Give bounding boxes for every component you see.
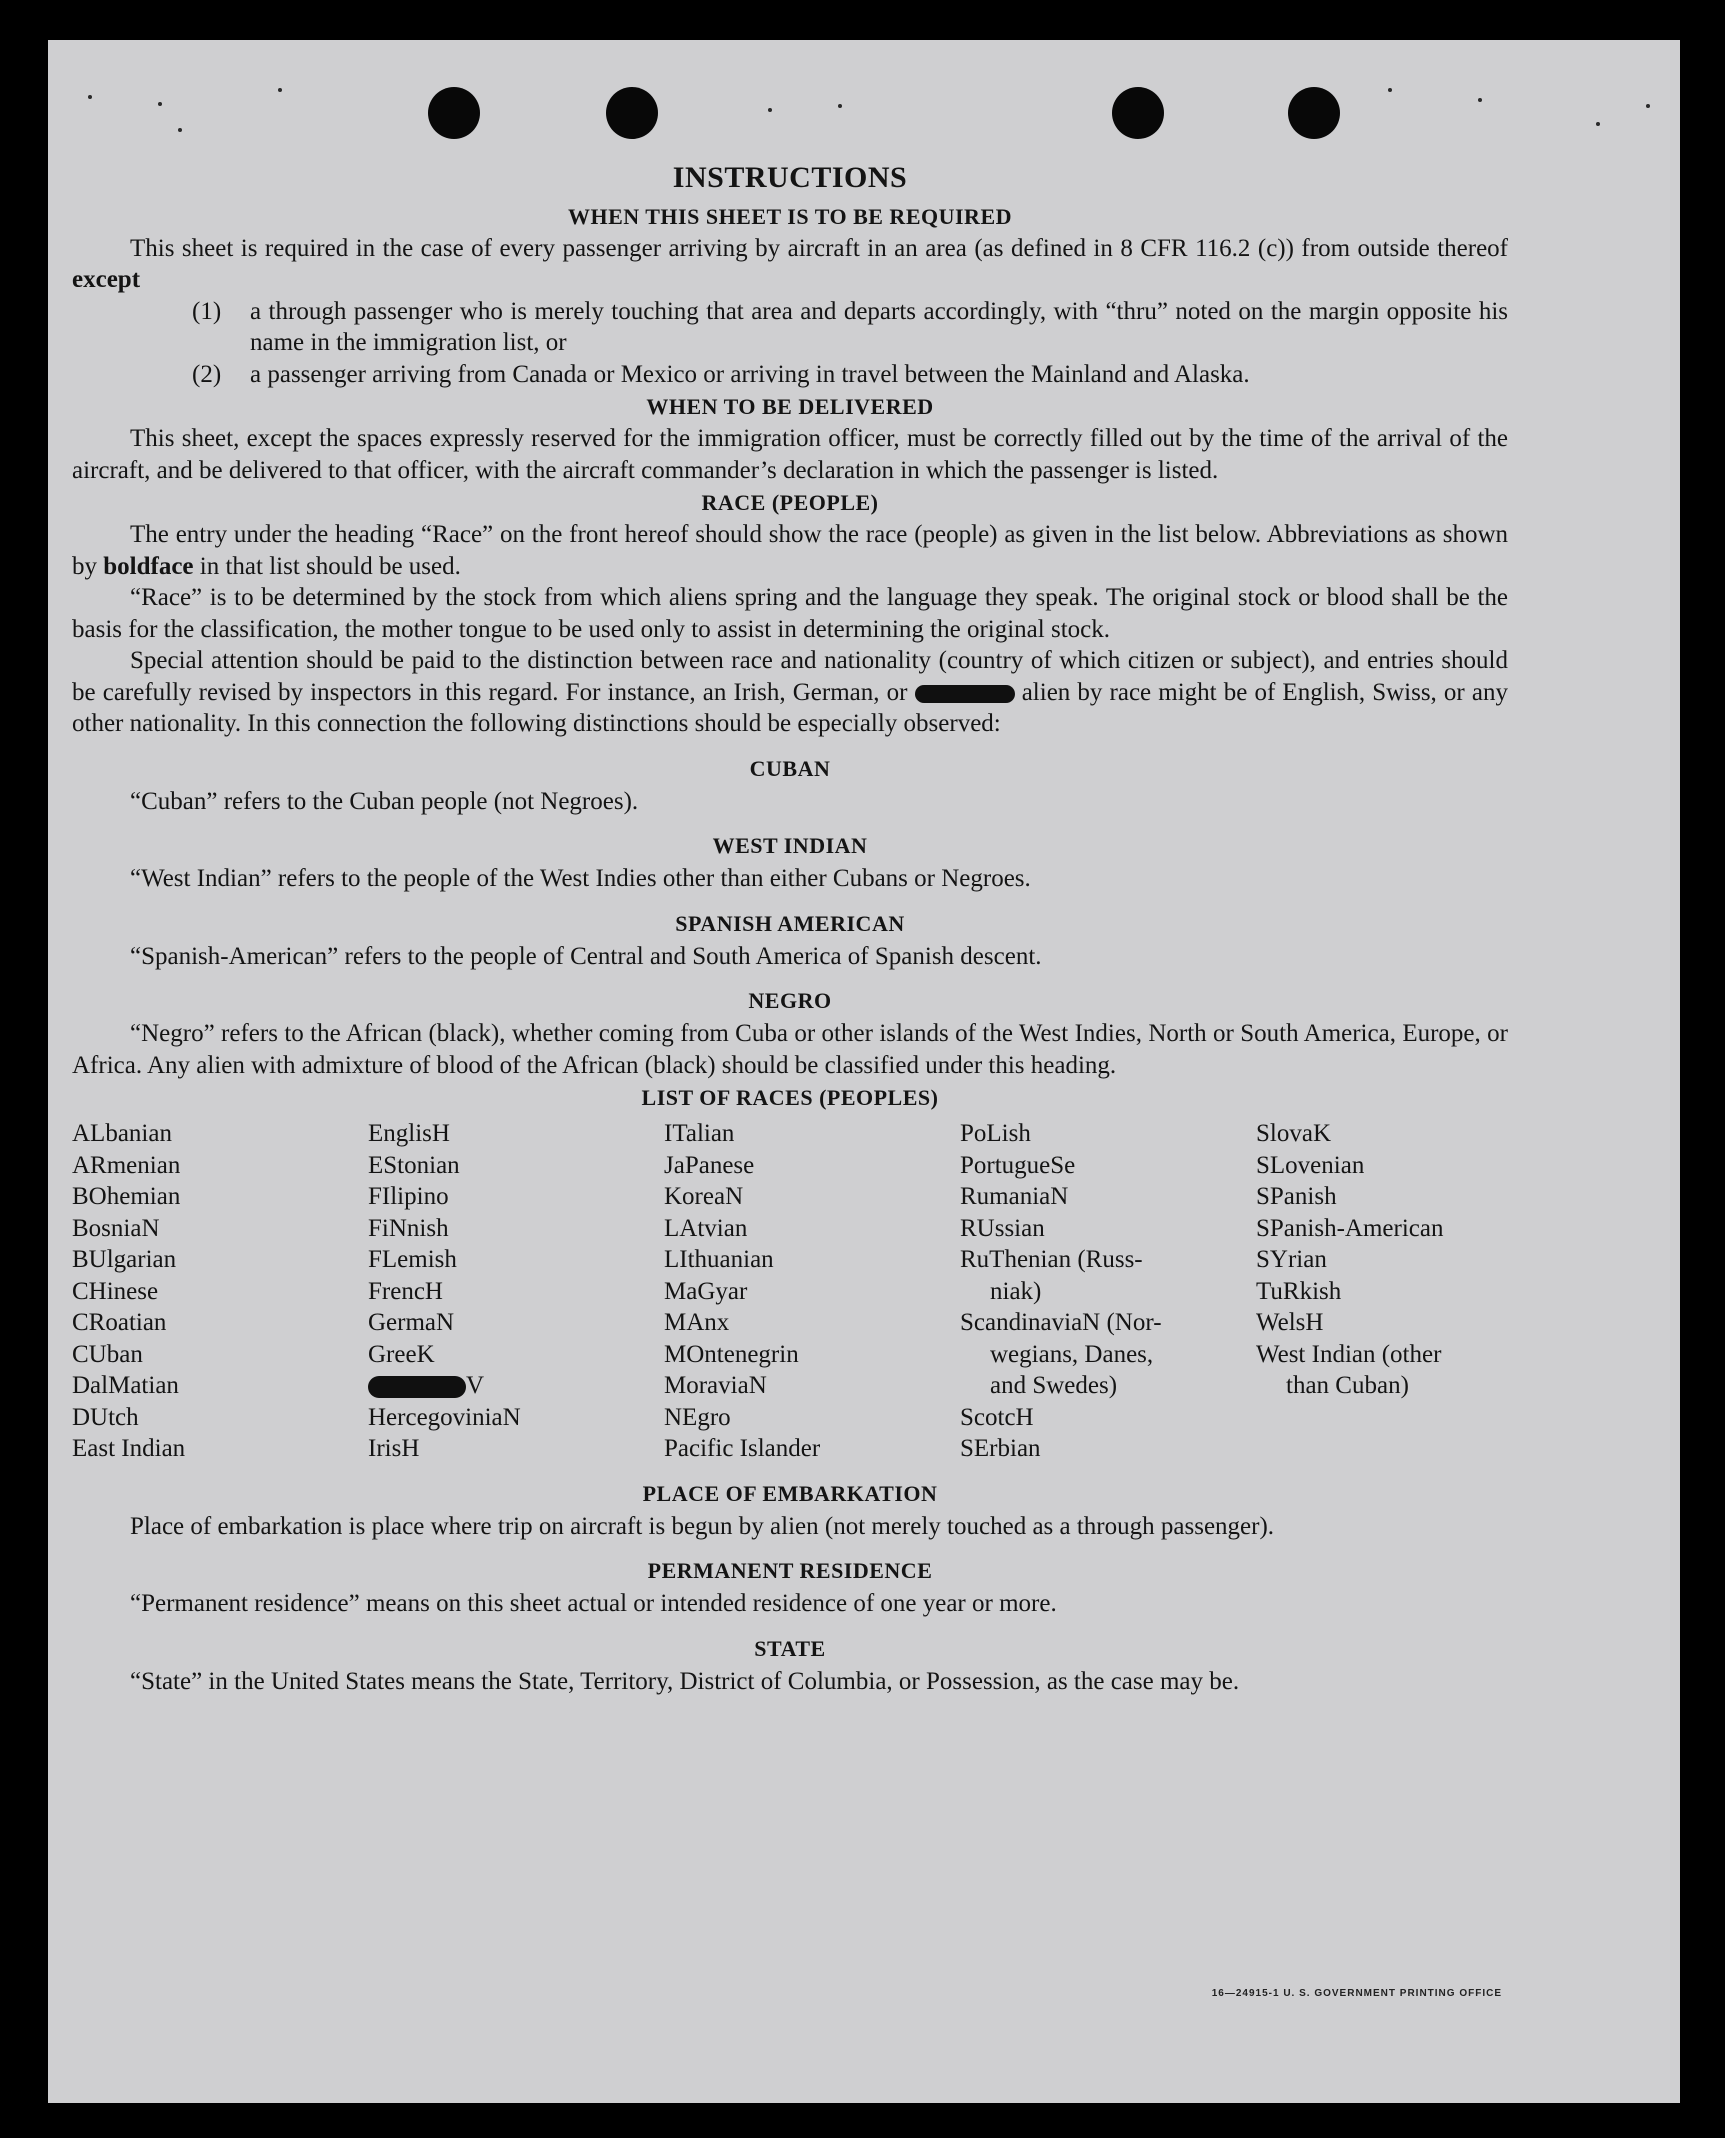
cuban-text: “Cuban” refers to the Cuban people (not Negroes). — [130, 787, 639, 815]
race-entry: MoraviaN — [664, 1372, 767, 1399]
residence-text: “Permanent residence” means on this sheet actual or intended residence of one year or more. — [130, 1590, 1057, 1617]
race-entry: PoLish — [960, 1120, 1031, 1147]
race-entry: PortugueSe — [960, 1151, 1076, 1179]
delivered-text: This sheet, except the spaces expressly reserved for the immigration officer, must be correctly filled out by the time of the arrival of the aircraft, and be delivered to that officer, with the aircraft commander’s declaration in which the passenger is listed. — [72, 425, 1508, 484]
race-entry: than Cuban) — [1286, 1372, 1409, 1399]
page-title: INSTRUCTIONS — [672, 161, 908, 194]
race-entry: CUban — [72, 1340, 143, 1368]
race-entry: TuRkish — [1256, 1277, 1342, 1305]
race-entry: BUlgarian — [72, 1246, 177, 1273]
race-entry: DalMatian — [72, 1372, 179, 1399]
race-entry: FIlipino — [368, 1183, 449, 1210]
heading-required: WHEN THIS SHEET IS TO BE REQUIRED — [567, 203, 1013, 229]
heading-west-indian: WEST INDIAN — [712, 833, 868, 858]
race-entry: RUssian — [960, 1214, 1045, 1242]
speck — [1388, 88, 1392, 92]
race-entry: ALbanian — [72, 1120, 172, 1147]
race-entry: MaGyar — [664, 1277, 748, 1305]
document-sheet — [48, 40, 1680, 2103]
races-list — [72, 1118, 1508, 1465]
race-entry: FLemish — [368, 1246, 457, 1273]
race-entry: JaPanese — [664, 1151, 755, 1179]
redaction-mark — [368, 1376, 466, 1398]
races-column-5 — [1256, 1118, 1516, 1465]
race-entry: GreeK — [368, 1340, 435, 1368]
race-entry: EnglisH — [368, 1120, 450, 1147]
speck — [158, 102, 162, 106]
race-entry: ARmenian — [72, 1151, 181, 1179]
race-entry: EStonian — [368, 1151, 460, 1179]
heading-delivered: WHEN TO BE DELIVERED — [646, 394, 934, 419]
race-entry: NEgro — [664, 1403, 731, 1431]
race-entry: RuThenian (Russ- — [960, 1246, 1143, 1273]
race-entry: niak) — [990, 1277, 1042, 1305]
race-entry: SYrian — [1256, 1246, 1327, 1273]
punch-hole — [606, 87, 658, 139]
speck — [88, 95, 92, 99]
redaction-mark — [915, 685, 1015, 703]
race-entry: FiNnish — [368, 1214, 449, 1242]
race-entry: SPanish-American — [1256, 1214, 1444, 1242]
state-text: “State” in the United States means the State, Territory, District of Columbia, or Possession, as the case may be. — [130, 1667, 1240, 1695]
races-column-1 — [72, 1118, 368, 1465]
race-entry: SLovenian — [1256, 1151, 1365, 1179]
heading-negro: NEGRO — [748, 988, 832, 1013]
race-entry: FrencH — [368, 1277, 443, 1305]
race-entry: LIthuanian — [664, 1246, 774, 1273]
race-entry: ScotcH — [960, 1403, 1034, 1431]
race-entry: Pacific Islander — [664, 1435, 821, 1462]
spanish-american-text: “Spanish-American” refers to the people of Central and South America of Spanish descent. — [130, 942, 1042, 970]
race-entry: LAtvian — [664, 1214, 748, 1242]
race-entry: DUtch — [72, 1403, 139, 1431]
embarkation-text: Place of embarkation is place where trip on aircraft is begun by alien (not merely touched as a through passenger). — [130, 1512, 1275, 1540]
race-entry: East Indian — [72, 1435, 186, 1462]
heading-state: STATE — [754, 1635, 826, 1661]
instructions-content — [72, 162, 1508, 1697]
west-indian-text: “West Indian” refers to the people of the West Indies other than either Cubans or Negroes. — [130, 865, 1031, 892]
speck — [278, 88, 282, 92]
race-entry: wegians, Danes, — [990, 1340, 1154, 1368]
heading-residence: PERMANENT RESIDENCE — [647, 1558, 933, 1583]
speck — [1596, 122, 1600, 126]
race-entry: IrisH — [368, 1435, 420, 1462]
speck — [768, 108, 772, 112]
race-entry: MOntenegrin — [664, 1340, 799, 1368]
race-entry: MAnx — [664, 1309, 730, 1336]
races-column-3 — [664, 1118, 960, 1465]
race-entry: CRoatian — [72, 1309, 167, 1336]
race-entry: SPanish — [1256, 1183, 1337, 1210]
heading-embarkation: PLACE OF EMBARKATION — [642, 1480, 938, 1506]
punch-hole — [1112, 87, 1164, 139]
race-paragraph-3: Special attention should be paid to the distinction between race and nationality (country of which citizen or subject), and entries should be carefully revised by inspectors in this regard. For instance, an Irish, German, or alien by race might be of English, Swiss, or any other nationality. In this connection the following distinctions should be especially observed: — [72, 647, 1508, 737]
race-entry: HercegoviniaN — [368, 1403, 521, 1431]
race-entry: SlovaK — [1256, 1120, 1331, 1147]
races-column-4 — [960, 1118, 1256, 1465]
race-entry: ITalian — [664, 1120, 735, 1147]
required-intro: This sheet is required in the case of every passenger arriving by aircraft in an area (as defined in 8 CFR 116.2 (c)) from outside thereof except — [72, 234, 1508, 293]
races-column-2 — [368, 1118, 664, 1465]
race-paragraph-2: “Race” is to be determined by the stock from which aliens spring and the language they speak. The original stock or blood shall be the basis for the classification, the mother tongue to be used only to assist in determining the original stock. — [72, 584, 1508, 643]
race-entry-redacted: V — [368, 1370, 664, 1402]
race-paragraph-1: The entry under the heading “Race” on the front hereof should show the race (people) as given in the list below. Abbreviations as shown by boldface in that list should be used. — [72, 521, 1508, 580]
heading-spanish-american: SPANISH AMERICAN — [675, 910, 905, 936]
race-entry: and Swedes) — [990, 1372, 1118, 1399]
punch-hole — [1288, 87, 1340, 139]
punch-hole — [428, 87, 480, 139]
speck — [178, 128, 182, 132]
speck — [1646, 104, 1650, 108]
required-item: (2) a passenger arriving from Canada or Mexico or arriving in travel between the Mainland and Alaska. — [192, 360, 1250, 388]
race-entry: WelsH — [1256, 1309, 1324, 1336]
race-entry: KoreaN — [664, 1183, 744, 1210]
race-entry: CHinese — [72, 1277, 159, 1305]
race-entry: ScandinaviaN (Nor- — [960, 1309, 1162, 1336]
heading-race: RACE (PEOPLE) — [701, 490, 879, 515]
race-entry: West Indian (other — [1256, 1340, 1442, 1368]
race-entry: RumaniaN — [960, 1183, 1069, 1210]
race-entry: BosniaN — [72, 1214, 160, 1242]
speck — [1478, 98, 1482, 102]
race-entry: SErbian — [960, 1435, 1041, 1462]
heading-cuban: CUBAN — [749, 755, 831, 781]
heading-races-list: LIST OF RACES (PEOPLES) — [641, 1085, 939, 1110]
printing-office-footer: 16—24915-1 U. S. GOVERNMENT PRINTING OFFICE — [1211, 1988, 1502, 1999]
race-entry: GermaN — [368, 1309, 455, 1336]
speck — [838, 104, 842, 108]
negro-text: “Negro” refers to the African (black), whether coming from Cuba or other islands of the West Indies, North or South America, Europe, or Africa. Any alien with admixture of blood of the African (black) should be classified under this heading. — [72, 1020, 1508, 1079]
required-item: (1) a through passenger who is merely touching that area and departs accordingly, with “thru” noted on the margin opposite his name in the immigration list, or — [192, 297, 1508, 356]
race-entry: BOhemian — [72, 1183, 181, 1210]
